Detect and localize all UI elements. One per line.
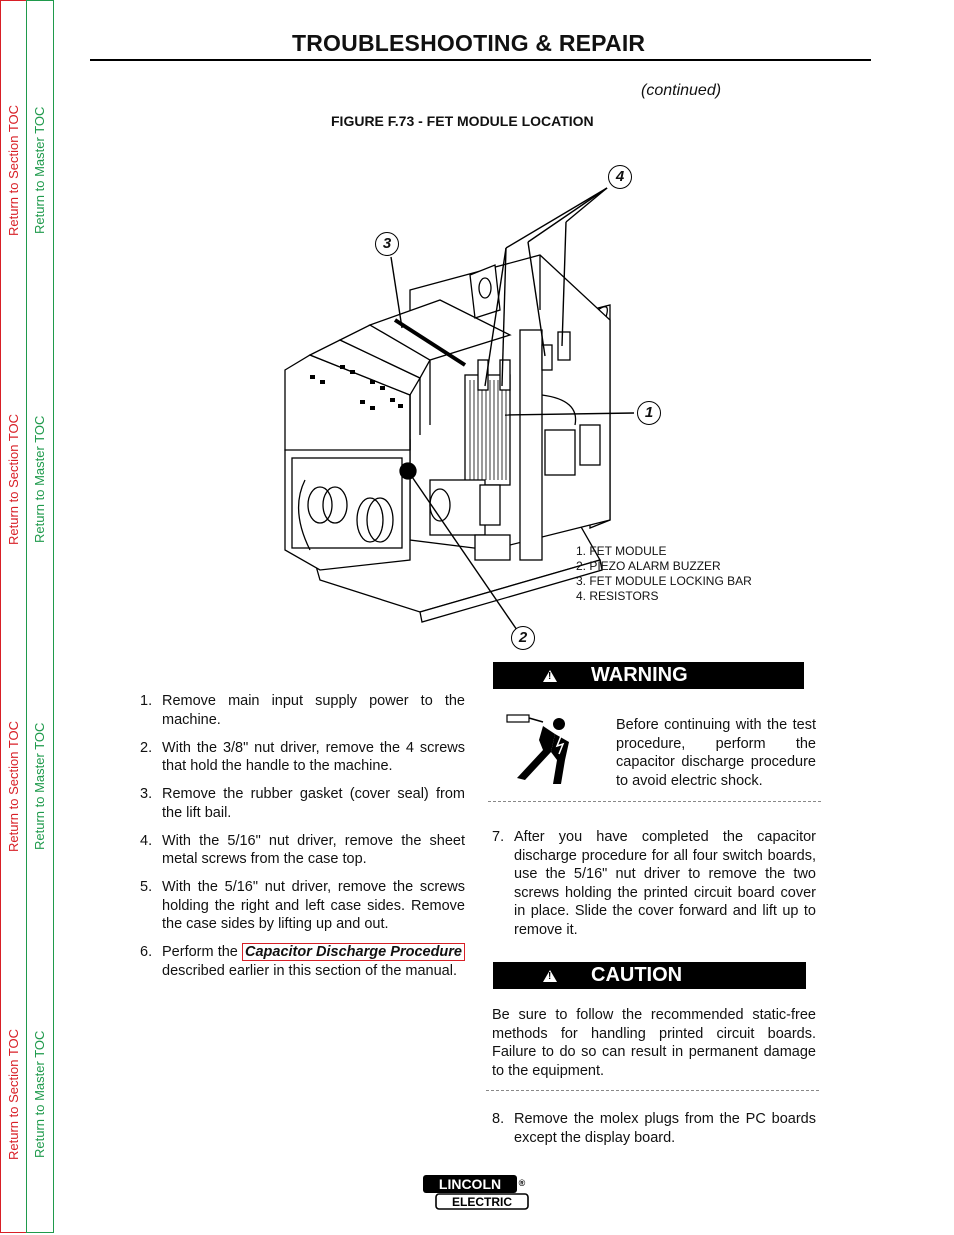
warning-divider: [488, 801, 821, 802]
warning-banner: [493, 662, 804, 689]
step-number: 2.: [140, 739, 153, 756]
step-number: 5.: [140, 879, 153, 895]
step-text: Remove the rubber gasket (cover seal) from the lift bail.: [162, 786, 465, 821]
toc-sidebar: [0, 0, 54, 1235]
return-to-section-toc-link[interactable]: Return to Section TOC: [6, 720, 21, 852]
legend-item: 4. RESISTORS: [576, 589, 659, 603]
procedure-step: [492, 828, 816, 939]
electric-shock-icon: [503, 712, 613, 792]
step-text: With the 5/16" nut driver, remove the sheet metal screws from the case top.: [162, 832, 465, 867]
return-to-section-toc-link[interactable]: Return to Section TOC: [6, 104, 21, 236]
return-to-section-toc-link[interactable]: Return to Section TOC: [6, 1028, 21, 1160]
callout-2: 2: [511, 626, 535, 650]
procedure-step: [140, 943, 465, 980]
step-text-pre: Perform the: [162, 944, 242, 960]
warning-triangle-icon: [543, 970, 557, 982]
warning-label: WARNING: [591, 664, 688, 686]
logo-top-text: LINCOLN: [438, 1176, 502, 1192]
lincoln-electric-logo: [422, 1174, 529, 1210]
step-number: 4.: [140, 832, 153, 849]
step-text: With the 3/8" nut driver, remove the 4 screws that hold the handle to the machine.: [162, 739, 465, 774]
callout-3: 3: [375, 232, 399, 256]
legend-item: 1. FET MODULE: [576, 544, 667, 558]
return-to-master-toc-link[interactable]: Return to Master TOC: [32, 106, 47, 234]
step-number: 7.: [492, 829, 505, 845]
step-text: [162, 943, 465, 980]
figure-legend: [576, 544, 752, 604]
caution-text: Be sure to follow the recommended static-free methods for handling printed circuit boards. Failure to do so can result in permanent damage to the equipment.: [492, 1007, 816, 1079]
procedure-step: [140, 878, 465, 934]
return-to-master-toc-link[interactable]: Return to Master TOC: [32, 1030, 47, 1158]
logo-registered-mark: ®: [518, 1178, 526, 1188]
logo-bottom-text: ELECTRIC: [452, 1195, 512, 1209]
step-number: 6.: [140, 944, 153, 960]
caution-label: CAUTION: [591, 964, 683, 986]
procedure-step: [140, 739, 465, 776]
header-rule: [90, 59, 871, 61]
continued-label: (continued): [641, 82, 722, 99]
warning-text: Before continuing with the test procedure, perform the capacitor discharge procedure to avoid electric shock.: [616, 717, 816, 789]
procedure-step: [492, 1110, 816, 1147]
step-text: With the 5/16" nut driver, remove the screws holding the right and left case sides. Remove the case sides by lifting up and out.: [162, 879, 465, 932]
step-number: 3.: [140, 786, 153, 802]
callout-1: 1: [637, 401, 661, 425]
procedure-step: [140, 692, 465, 729]
return-to-section-toc-link[interactable]: Return to Section TOC: [6, 413, 21, 545]
step-number: 8.: [492, 1111, 505, 1127]
step-text: Remove the molex plugs from the PC boards except the display board.: [514, 1111, 816, 1146]
legend-item: 2. PIEZO ALARM BUZZER: [576, 559, 721, 573]
step-text-post: described earlier in this section of the manual.: [162, 962, 457, 979]
step-text: After you have completed the capacitor discharge procedure for all four switch boards, use the 5/16" nut driver to remove the two screws holding the printed circuit board cover in place. Slide the cover forward and lift up to remove it.: [514, 829, 816, 938]
return-to-master-toc-link[interactable]: Return to Master TOC: [32, 415, 47, 543]
capacitor-discharge-procedure-link[interactable]: Capacitor Discharge Procedure: [242, 943, 465, 961]
callout-4: 4: [608, 165, 632, 189]
figure-caption: FIGURE F.73 - FET MODULE LOCATION: [331, 113, 594, 129]
procedure-steps-left: [140, 692, 465, 990]
step-text: Remove main input supply power to the machine.: [162, 693, 465, 728]
step-number: 1.: [140, 693, 153, 709]
procedure-step: [140, 832, 465, 869]
warning-triangle-icon: [543, 670, 557, 682]
return-to-master-toc-link[interactable]: Return to Master TOC: [32, 722, 47, 850]
page-title: TROUBLESHOOTING & REPAIR: [292, 30, 646, 56]
legend-item: 3. FET MODULE LOCKING BAR: [576, 574, 752, 588]
procedure-step: [140, 785, 465, 822]
caution-banner: [493, 962, 806, 989]
caution-divider: [486, 1090, 819, 1091]
